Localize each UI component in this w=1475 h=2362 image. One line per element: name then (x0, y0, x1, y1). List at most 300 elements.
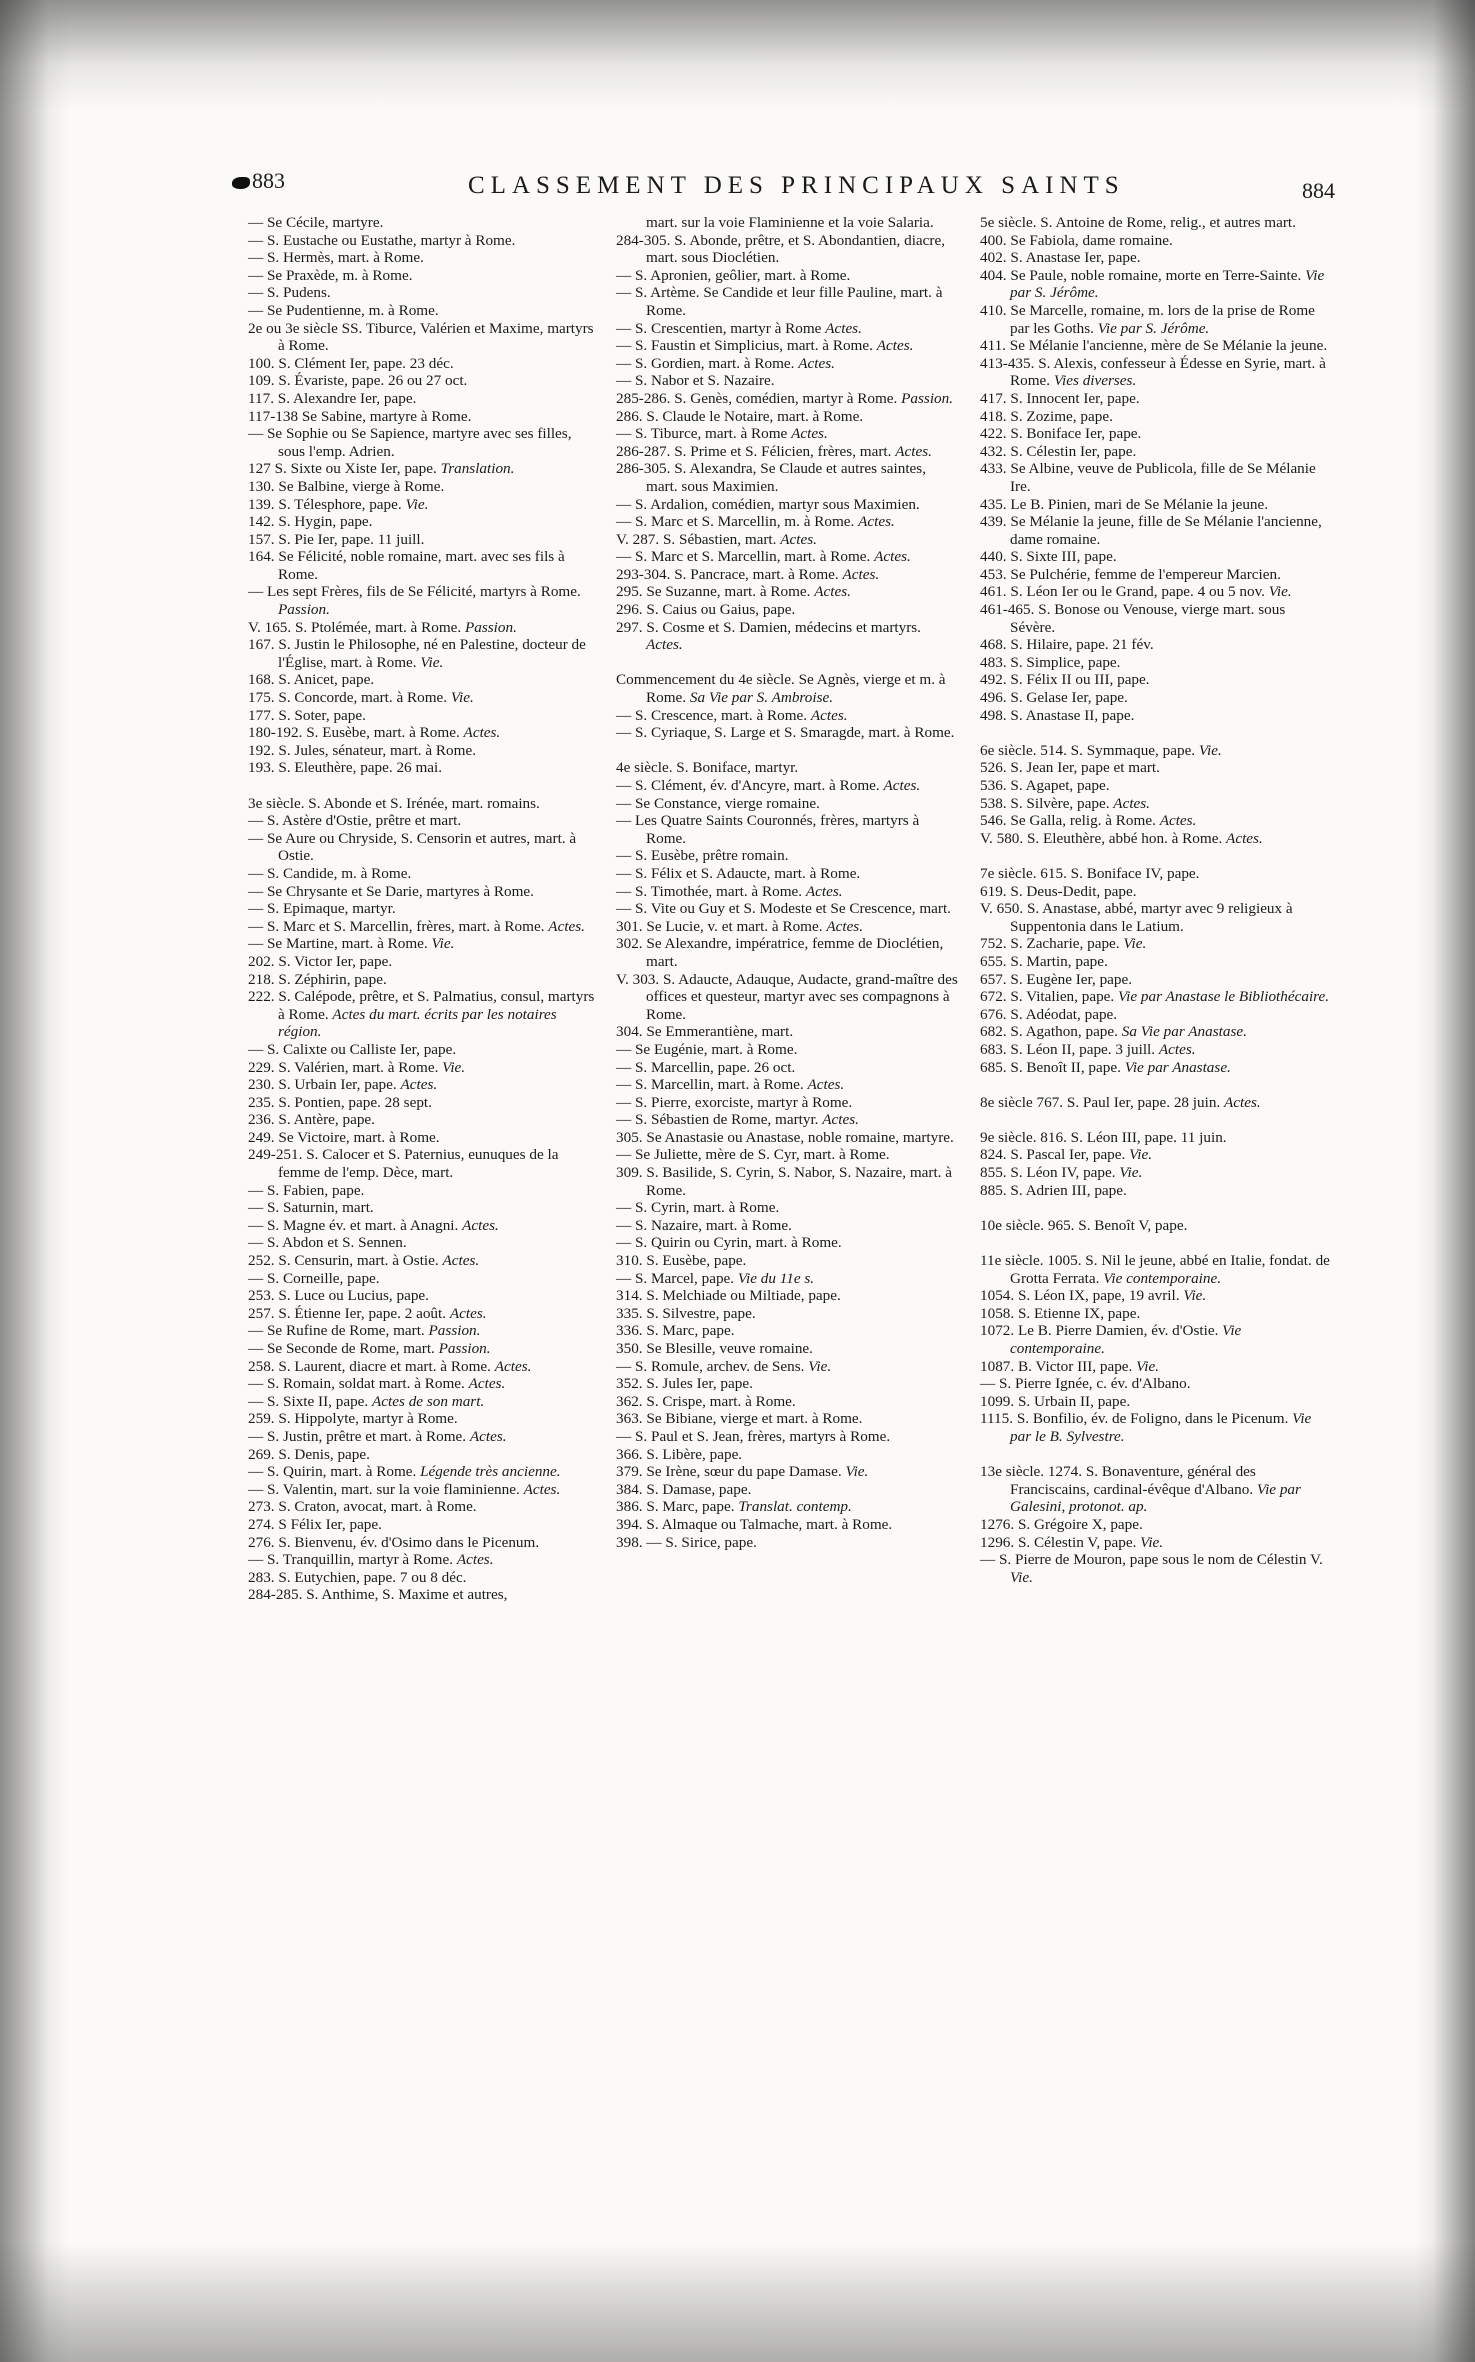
list-item (248, 1463, 600, 1481)
entry-text: 7e siècle. 615. S. Boniface IV, pape. (980, 864, 1200, 882)
entry-text: — S. Artème. Se Candide et leur fille Pauline, mart. à Rome. (616, 284, 943, 319)
list-item (616, 1111, 960, 1129)
list-item (980, 1534, 1332, 1552)
list-item (980, 601, 1332, 636)
entry-text: 177. S. Soter, pape. (248, 706, 366, 724)
list-item (616, 1305, 960, 1323)
entry-text: 301. Se Lucie, v. et mart. à Rome. (616, 917, 823, 935)
entry-text: 619. S. Deus-Dedit, pape. (980, 882, 1137, 900)
entry-text: 410. Se Marcelle, romaine, m. lors de la prise de Rome par les Goths. (980, 301, 1315, 337)
entry-text: 192. S. Jules, sénateur, mart. à Rome. (248, 741, 477, 759)
list-item (980, 1393, 1332, 1411)
entry-italic-note: Actes. (1158, 1040, 1196, 1058)
entry-text: 435. Le B. Pinien, mari de Se Mélanie la jeune. (980, 495, 1269, 513)
right-page-number: 884 (1302, 178, 1335, 203)
list-item (616, 918, 960, 936)
list-item (980, 795, 1332, 813)
list-item (248, 953, 600, 971)
list-item (980, 1023, 1332, 1041)
list-item (248, 1076, 600, 1094)
list-item (616, 1129, 960, 1147)
list-item (616, 1375, 960, 1393)
entry-text: 335. S. Silvestre, pape. (616, 1304, 756, 1322)
list-item (248, 1446, 600, 1464)
running-title: CLASSEMENT DES PRINCIPAUX SAINTS (468, 172, 1125, 199)
entry-text: 496. S. Gelase Ier, pape. (980, 689, 1128, 707)
entry-text: — S. Apronien, geôlier, mart. à Rome. (616, 266, 851, 284)
entry-text: V. 650. S. Anastase, abbé, martyr avec 9 religieux à Suppentonia dans le Latium. (980, 900, 1293, 935)
entry-text: — S. Cyriaque, S. Large et S. Smaragde, mart. à Rome. (616, 724, 955, 742)
list-item (616, 1217, 960, 1235)
list-item (980, 707, 1332, 725)
list-item (616, 883, 960, 901)
entry-italic-note: Vie. (845, 1463, 869, 1481)
list-item (616, 1498, 960, 1516)
entry-italic-note: Actes. (814, 583, 851, 601)
entry-text: 422. S. Boniface Ier, pape. (980, 425, 1142, 443)
list-item (980, 900, 1332, 935)
entry-text: 394. S. Almaque ou Talmache, mart. à Rome. (616, 1515, 893, 1533)
list-item (248, 759, 600, 777)
entry-text: — Les sept Frères, fils de Se Félicité, martyrs à Rome. (248, 583, 581, 601)
list-item (980, 425, 1332, 443)
entry-text: 142. S. Hygin, pape. (248, 513, 373, 531)
entry-text: 130. Se Balbine, vierge à Rome. (248, 477, 445, 495)
list-item (248, 249, 600, 267)
list-item (248, 1534, 600, 1552)
list-item (248, 513, 600, 531)
list-item (248, 636, 600, 671)
list-item (980, 654, 1332, 672)
list-item (248, 883, 600, 901)
list-item (616, 795, 960, 813)
entry-text: 252. S. Censurin, mart. à Ostie. (248, 1252, 439, 1270)
list-item (616, 1534, 960, 1552)
entry-text: 432. S. Célestin Ier, pape. (980, 442, 1137, 460)
entry-text: 258. S. Laurent, diacre et mart. à Rome. (248, 1357, 491, 1375)
entry-text: 439. Se Mélanie la jeune, fille de Se Mélanie l'ancienne, dame romaine. (980, 513, 1322, 548)
entry-italic-note: Actes. (463, 724, 501, 742)
left-page-number-text: 883 (252, 168, 285, 193)
list-item (980, 1463, 1332, 1516)
list-item (248, 1498, 600, 1516)
list-item (616, 1463, 960, 1481)
entry-text: — S. Marc et S. Marcellin, mart. à Rome. (616, 548, 871, 566)
entry-text: — S. Marc et S. Marcellin, m. à Rome. (616, 513, 855, 531)
list-item (616, 1094, 960, 1112)
list-item (616, 337, 960, 355)
list-item (616, 1199, 960, 1217)
column-middle (616, 214, 960, 1551)
entry-text: — S. Crescentien, martyr à Rome (616, 319, 822, 337)
list-item (980, 1164, 1332, 1182)
list-item (616, 390, 960, 408)
list-item (616, 1041, 960, 1059)
entry-text: 413-435. S. Alexis, confesseur à Édesse en Syrie, mart. à Rome. (980, 354, 1326, 390)
entry-text: — Se Rufine de Rome, mart. (248, 1322, 425, 1340)
entry-text: 685. S. Benoît II, pape. (980, 1058, 1121, 1076)
entry-text: V. 287. S. Sébastien, mart. (616, 530, 777, 548)
scan-shadow-left (0, 0, 70, 2362)
entry-text: — S. Eusèbe, prêtre romain. (616, 847, 789, 865)
entry-italic-note: Actes. (1224, 1093, 1261, 1111)
list-item (248, 1569, 600, 1587)
entry-italic-note: Actes. (442, 1252, 480, 1270)
entry-text: 411. Se Mélanie l'ancienne, mère de Se Mélanie la jeune. (980, 337, 1328, 355)
entry-text: — S. Pierre Ignée, c. év. d'Albano. (980, 1375, 1191, 1393)
list-item (980, 548, 1332, 566)
entry-text: 193. S. Eleuthère, pape. 26 mai. (248, 759, 443, 777)
list-item (248, 355, 600, 373)
entry-italic-note: Vie par le B. Sylvestre. (1010, 1410, 1312, 1445)
list-item (616, 214, 960, 232)
entry-text: 546. Se Galla, relig. à Rome. (980, 812, 1156, 830)
entry-italic-note: Passion. (278, 601, 330, 619)
list-item (980, 302, 1332, 337)
list-item (248, 408, 600, 426)
entry-text: — S. Eustache ou Eustathe, martyr à Rome. (248, 231, 516, 249)
entry-text: 284-305. S. Abonde, prêtre, et S. Abondantien, diacre, mart. sous Dioclétien. (616, 231, 945, 267)
entry-text: — S. Calixte ou Calliste Ier, pape. (248, 1040, 457, 1058)
list-item (248, 812, 600, 830)
entry-text: — S. Corneille, pape. (248, 1269, 380, 1287)
entry-text: 6e siècle. 514. S. Symmaque, pape. (980, 741, 1196, 759)
entry-text: — S. Sixte II, pape. (248, 1392, 369, 1410)
entry-text: 468. S. Hilaire, pape. 21 fév. (980, 636, 1154, 654)
list-item (248, 707, 600, 725)
entry-text: 1276. S. Grégoire X, pape. (980, 1515, 1143, 1533)
entry-text: — S. Abdon et S. Sennen. (248, 1234, 407, 1252)
entry-text: 752. S. Zacharie, pape. (980, 935, 1120, 953)
list-item (980, 1410, 1332, 1445)
entry-italic-note: Actes. (876, 337, 914, 355)
entry-text: — Se Juliette, mère de S. Cyr, mart. à Rome. (616, 1146, 890, 1164)
entry-text: 657. S. Eugène Ier, pape. (980, 970, 1133, 988)
entry-text: 362. S. Crispe, mart. à Rome. (616, 1392, 796, 1410)
entry-text: V. 580. S. Eleuthère, abbé hon. à Rome. (980, 829, 1223, 847)
entry-text: 1054. S. Léon IX, pape, 19 avril. (980, 1287, 1180, 1305)
list-item (248, 302, 600, 320)
entry-text: 304. Se Emmerantiène, mart. (616, 1023, 794, 1041)
entry-text: 139. S. Télesphore, pape. (248, 495, 402, 513)
entry-text: 202. S. Victor Ier, pape. (248, 952, 393, 970)
list-item (980, 953, 1332, 971)
list-item (616, 320, 960, 338)
list-item (616, 355, 960, 373)
entry-text: — Se Pudentienne, m. à Rome. (248, 301, 439, 319)
entry-text: 4e siècle. S. Boniface, martyr. (616, 759, 799, 777)
list-item (616, 1322, 960, 1340)
entry-italic-note: Vie contemporaine. (1010, 1322, 1242, 1357)
column-right (980, 214, 1332, 1586)
entry-text: 384. S. Damase, pape. (616, 1480, 752, 1498)
list-item (616, 1410, 960, 1428)
list-item (980, 249, 1332, 267)
list-item (616, 496, 960, 514)
entry-italic-note: Actes. (842, 565, 880, 583)
entry-text: 461-465. S. Bonose ou Venouse, vierge mart. sous Sévère. (980, 601, 1286, 636)
list-item (980, 232, 1332, 250)
entry-italic-note: Actes. (523, 1480, 561, 1498)
entry-text: 9e siècle. 816. S. Léon III, pape. 11 juin. (980, 1128, 1227, 1146)
entry-text: — S. Nabor et S. Nazaire. (616, 372, 775, 390)
entry-italic-note: Actes. (1113, 794, 1150, 812)
list-item (248, 1305, 600, 1323)
entry-text: — Les Quatre Saints Couronnés, frères, martyrs à Rome. (616, 812, 920, 847)
list-item (616, 1516, 960, 1534)
list-item (980, 443, 1332, 461)
entry-text: 417. S. Innocent Ier, pape. (980, 389, 1140, 407)
entry-italic-note: Actes. (826, 917, 864, 935)
entry-text: 483. S. Simplice, pape. (980, 653, 1121, 671)
list-item (980, 1146, 1332, 1164)
entry-italic-note: Actes. (858, 513, 895, 531)
entry-text: — Se Sophie ou Se Sapience, martyre avec ses filles, sous l'emp. Adrien. (248, 425, 572, 460)
entry-text: 538. S. Silvère, pape. (980, 794, 1110, 812)
entry-text: 302. Se Alexandre, impératrice, femme de Dioclétien, mart. (616, 935, 944, 970)
list-item (248, 1270, 600, 1288)
list-item (248, 284, 600, 302)
entry-text: — S. Timothée, mart. à Rome. (616, 882, 803, 900)
entry-text: — S. Justin, prêtre et mart. à Rome. (248, 1427, 467, 1445)
entry-text: 296. S. Caius ou Gaius, pape. (616, 601, 796, 619)
list-item (980, 408, 1332, 426)
entry-text: 274. S Félix Ier, pape. (248, 1515, 382, 1533)
entry-italic-note: Vie. (431, 935, 455, 953)
list-item (980, 1094, 1332, 1112)
list-item (616, 284, 960, 319)
list-item (980, 1516, 1332, 1534)
entry-text: Commencement du 4e siècle. Se Agnès, vierge et m. à Rome. (616, 671, 946, 707)
entry-text: 11e siècle. 1005. S. Nil le jeune, abbé en Italie, fondat. de Grotta Ferrata. (980, 1252, 1330, 1287)
entry-text: — S. Cyrin, mart. à Rome. (616, 1199, 780, 1217)
list-item (248, 1375, 600, 1393)
entry-text: 235. S. Pontien, pape. 28 sept. (248, 1093, 432, 1111)
list-item (980, 1217, 1332, 1235)
entry-text: mart. sur la voie Flaminienne et la voie Salaria. (646, 214, 934, 231)
entry-italic-note: Actes. (646, 636, 683, 654)
list-item (616, 232, 960, 267)
entry-italic-note: Passion. (428, 1322, 481, 1340)
entry-italic-note: Vie. (1129, 1146, 1153, 1164)
entry-text: 269. S. Denis, pape. (248, 1445, 370, 1463)
list-item (248, 1410, 600, 1428)
list-item (248, 390, 600, 408)
entry-italic-note: Sa Vie par S. Ambroise. (689, 689, 834, 707)
list-item (248, 830, 600, 865)
list-item (616, 1446, 960, 1464)
list-item (980, 988, 1332, 1006)
list-item (248, 267, 600, 285)
entry-italic-note: Actes. (449, 1304, 487, 1322)
entry-text: — S. Marcellin, pape. 26 oct. (616, 1058, 796, 1076)
list-item (248, 1551, 600, 1569)
entry-italic-note: Vie. (1123, 935, 1147, 953)
list-item (248, 988, 600, 1041)
list-item (980, 496, 1332, 514)
entry-text: 824. S. Pascal Ier, pape. (980, 1146, 1126, 1164)
list-item (248, 619, 600, 637)
entry-italic-note: Vie par S. Jérôme. (1010, 266, 1325, 302)
entry-text: — Se Praxède, m. à Rome. (248, 266, 413, 284)
entry-text: — S. Hermès, mart. à Rome. (248, 249, 424, 267)
entry-text: 100. S. Clément Ier, pape. 23 déc. (248, 354, 454, 372)
entry-text: — S. Pierre de Mouron, pape sous le nom de Célestin V. (980, 1551, 1323, 1569)
entry-text: — S. Candide, m. à Rome. (248, 864, 412, 882)
entry-italic-note: Translat. contemp. (738, 1498, 852, 1516)
entry-text: — S. Faustin et Simplicius, mart. à Rome. (616, 337, 873, 355)
list-item (616, 619, 960, 654)
entry-text: 492. S. Félix II ou III, pape. (980, 671, 1150, 689)
list-item (248, 971, 600, 989)
entry-text: V. 165. S. Ptolémée, mart. à Rome. (248, 618, 462, 636)
list-item (616, 548, 960, 566)
list-item (616, 1393, 960, 1411)
list-item (248, 935, 600, 953)
list-item (980, 1041, 1332, 1059)
list-item (980, 1322, 1332, 1357)
entry-text: 1296. S. Célestin V, pape. (980, 1533, 1137, 1551)
list-item (616, 935, 960, 970)
entry-text: 1099. S. Urbain II, pape. (980, 1392, 1131, 1410)
entry-italic-note: Actes. (400, 1076, 438, 1094)
list-item (248, 1481, 600, 1499)
entry-text: 682. S. Agathon, pape. (980, 1023, 1118, 1041)
entry-text: — S. Saturnin, mart. (248, 1199, 374, 1217)
entry-text: — S. Epimaque, martyr. (248, 900, 396, 918)
entry-text: 168. S. Anicet, pape. (248, 671, 375, 689)
entry-text: 379. Se Irène, sœur du pape Damase. (616, 1463, 842, 1481)
entry-italic-note: Vie. (420, 653, 444, 671)
entry-italic-note: Vie par Anastase. (1124, 1058, 1231, 1076)
list-item (616, 812, 960, 847)
entry-text: 257. S. Étienne Ier, pape. 2 août. (248, 1304, 447, 1322)
list-item (980, 1551, 1332, 1586)
entry-text: — S. Fabien, pape. (248, 1181, 365, 1199)
list-item (248, 1111, 600, 1129)
entry-italic-note: Vie du 11e s. (737, 1269, 815, 1287)
entry-text: 236. S. Antère, pape. (248, 1111, 375, 1129)
entry-text: 164. Se Félicité, noble romaine, mart. avec ses fils à Rome. (248, 548, 565, 583)
entry-italic-note: Vie. (1119, 1164, 1143, 1182)
entry-italic-note: Actes. (825, 319, 862, 337)
entry-text: 672. S. Vitalien, pape. (980, 988, 1115, 1006)
list-item (980, 777, 1332, 795)
list-item (616, 601, 960, 619)
list-item (980, 1287, 1332, 1305)
list-item (980, 1182, 1332, 1200)
list-item (980, 935, 1332, 953)
entry-italic-note: Vie. (450, 689, 474, 707)
list-item (616, 583, 960, 601)
entry-text: 418. S. Zozime, pape. (980, 407, 1113, 425)
entry-italic-note: Vie par Galesini, protonot. ap. (1010, 1480, 1301, 1516)
entry-text: 127 S. Sixte ou Xiste Ier, pape. (248, 460, 437, 478)
list-item (980, 337, 1332, 355)
entry-text: 855. S. Léon IV, pape. (980, 1164, 1116, 1182)
list-item (980, 830, 1332, 848)
entry-text: 8e siècle 767. S. Paul Ier, pape. 28 juin. (980, 1093, 1221, 1111)
entry-italic-note: Actes. (895, 442, 932, 460)
entry-italic-note: Vie. (405, 495, 429, 513)
entry-italic-note: Actes. (548, 917, 585, 935)
entry-text: 10e siècle. 965. S. Benoît V, pape. (980, 1216, 1188, 1234)
list-item (616, 408, 960, 426)
entry-italic-note: Vie. (1010, 1568, 1033, 1586)
entry-italic-note: Vie. (1136, 1357, 1160, 1375)
list-item (980, 742, 1332, 760)
list-item (248, 1129, 600, 1147)
list-item (248, 214, 600, 232)
entry-text: 2e ou 3e siècle SS. Tiburce, Valérien et Maxime, martyrs à Rome. (248, 319, 594, 355)
entry-italic-note: Actes du mart. écrits par les notaires région. (278, 1005, 557, 1041)
entry-italic-note: Actes de son mart. (372, 1392, 485, 1410)
list-item (248, 1146, 600, 1181)
entry-text: — S. Marcel, pape. (616, 1269, 735, 1287)
entry-italic-note: Vie. (1183, 1287, 1207, 1305)
entry-italic-note: Actes. (494, 1357, 532, 1375)
list-item (248, 320, 600, 355)
entry-text: 1072. Le B. Pierre Damien, év. d'Ostie. (980, 1322, 1219, 1340)
entry-text: — S. Quirin ou Cyrin, mart. à Rome. (616, 1234, 842, 1252)
entry-text: 259. S. Hippolyte, martyr à Rome. (248, 1410, 458, 1428)
entry-text: 117. S. Alexandre Ier, pape. (248, 389, 417, 407)
list-item (248, 1586, 600, 1604)
list-item (248, 372, 600, 390)
entry-text: — S. Tranquillin, martyr à Rome. (248, 1551, 454, 1569)
entry-italic-note: Actes. (810, 706, 848, 724)
list-item (980, 267, 1332, 302)
list-item (616, 724, 960, 742)
entry-italic-note: Sa Vie par Anastase. (1121, 1023, 1247, 1041)
entry-text: 293-304. S. Pancrace, mart. à Rome. (616, 565, 839, 583)
entry-italic-note: Vie. (808, 1357, 832, 1375)
entry-text: — Se Eugénie, mart. à Rome. (616, 1040, 798, 1058)
entry-text: 336. S. Marc, pape. (616, 1322, 735, 1340)
list-item (980, 636, 1332, 654)
list-item (248, 1199, 600, 1217)
list-item (980, 812, 1332, 830)
entry-text: 276. S. Bienvenu, év. d'Osimo dans le Picenum. (248, 1533, 540, 1551)
list-item (248, 1252, 600, 1270)
list-item (248, 548, 600, 583)
entry-text: 398. — S. Sirice, pape. (616, 1533, 757, 1551)
entry-text: 402. S. Anastase Ier, pape. (980, 249, 1141, 267)
entry-text: — Se Seconde de Rome, mart. (248, 1340, 435, 1357)
list-item (248, 1322, 600, 1340)
entry-text: — S. Quirin, mart. à Rome. (248, 1463, 417, 1481)
list-item (616, 513, 960, 531)
entry-italic-note: Vie. (1140, 1533, 1164, 1551)
entry-text: 5e siècle. S. Antoine de Rome, relig., et autres mart. (980, 214, 1296, 231)
entry-text: 363. Se Bibiane, vierge et mart. à Rome. (616, 1410, 863, 1428)
entry-text: 350. Se Blesille, veuve romaine. (616, 1340, 813, 1357)
list-item (248, 232, 600, 250)
entry-text: 249. Se Victoire, mart. à Rome. (248, 1128, 440, 1146)
entry-italic-note: Vie. (442, 1058, 466, 1076)
scan-shadow-bottom (0, 2242, 1475, 2362)
list-item (980, 513, 1332, 548)
entry-text: 1058. S. Etienne IX, pape. (980, 1304, 1141, 1322)
entry-italic-note: Actes. (780, 530, 817, 548)
entry-text: — S. Paul et S. Jean, frères, martyrs à Rome. (616, 1427, 891, 1445)
entry-text: 498. S. Anastase II, pape. (980, 706, 1135, 724)
entry-text: — S. Marc et S. Marcellin, frères, mart. à Rome. (248, 917, 545, 935)
list-item (248, 1516, 600, 1534)
list-item (616, 865, 960, 883)
entry-text: 453. Se Pulchérie, femme de l'empereur Marcien. (980, 565, 1281, 583)
entry-text: 273. S. Craton, avocat, mart. à Rome. (248, 1498, 477, 1516)
